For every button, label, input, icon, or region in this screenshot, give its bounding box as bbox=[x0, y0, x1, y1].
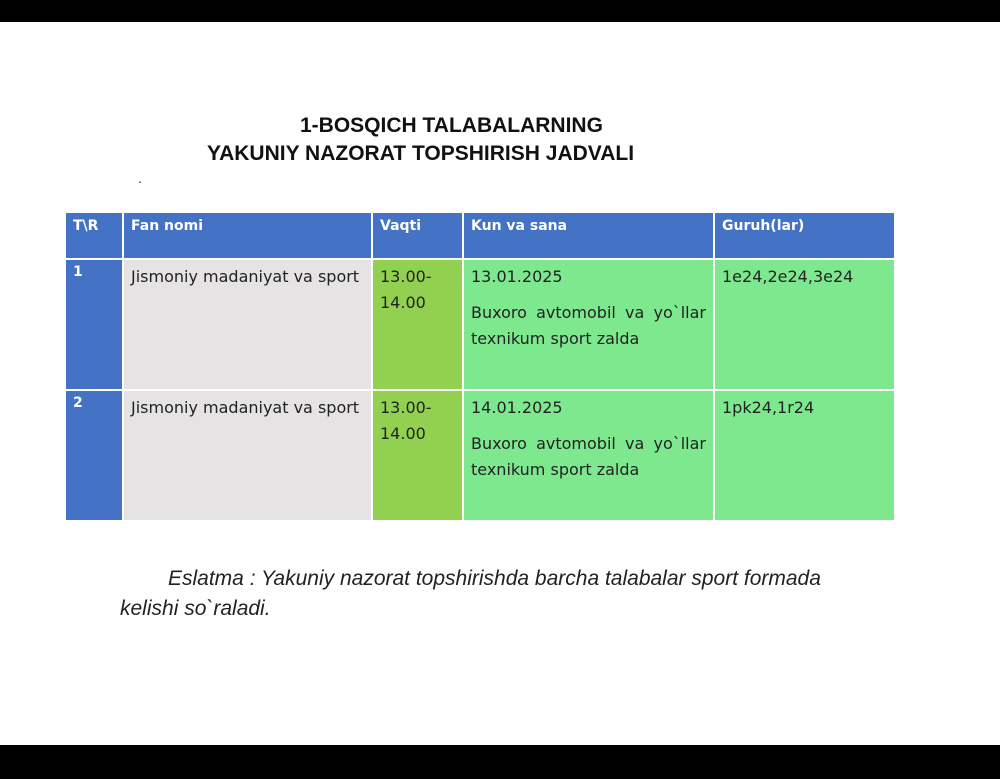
exam-location: Buxoro avtomobil va yo`llar texnikum sport zalda bbox=[471, 303, 706, 348]
table-row bbox=[65, 390, 895, 521]
groups-cell: 1pk24,1r24 bbox=[714, 390, 895, 521]
stray-dot: . bbox=[138, 170, 142, 186]
column-header-number: T\R bbox=[65, 212, 123, 259]
time-cell: 13.00- 14.00 bbox=[372, 259, 463, 390]
date-cell bbox=[463, 390, 714, 521]
document-page bbox=[0, 22, 1000, 745]
column-header-groups: Guruh(lar) bbox=[714, 212, 895, 259]
column-header-subject: Fan nomi bbox=[123, 212, 372, 259]
note-text: Eslatma : Yakuniy nazorat topshirishda barcha talabalar sport formada kelishi so`raladi. bbox=[120, 567, 821, 620]
column-header-time: Vaqti bbox=[372, 212, 463, 259]
title-line-1: 1-BOSQICH TALABALARNING bbox=[300, 114, 603, 137]
table-row bbox=[65, 259, 895, 390]
date-cell bbox=[463, 259, 714, 390]
subject-cell: Jismoniy madaniyat va sport bbox=[123, 259, 372, 390]
time-cell: 13.00- 14.00 bbox=[372, 390, 463, 521]
exam-date: 13.01.2025 bbox=[471, 267, 563, 286]
exam-location: Buxoro avtomobil va yo`llar texnikum sport zalda bbox=[471, 434, 706, 479]
table-header-row bbox=[65, 212, 895, 259]
groups-cell: 1e24,2e24,3e24 bbox=[714, 259, 895, 390]
subject-cell: Jismoniy madaniyat va sport bbox=[123, 390, 372, 521]
title-line-2: YAKUNIY NAZORAT TOPSHIRISH JADVALI bbox=[207, 142, 635, 165]
column-header-date: Kun va sana bbox=[463, 212, 714, 259]
schedule-table bbox=[64, 211, 896, 522]
row-number: 2 bbox=[65, 390, 123, 521]
row-number: 1 bbox=[65, 259, 123, 390]
exam-date: 14.01.2025 bbox=[471, 398, 563, 417]
